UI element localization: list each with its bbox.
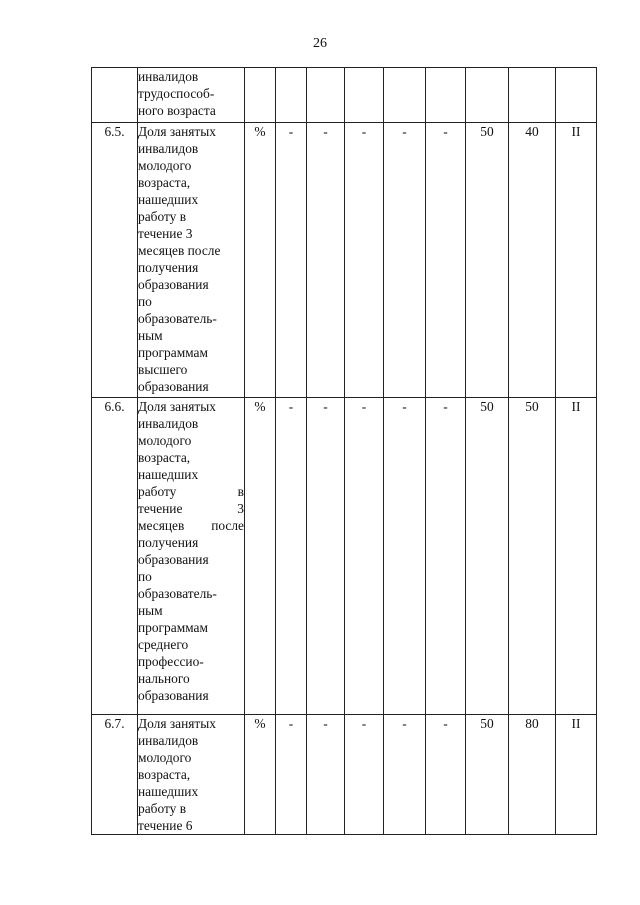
indicator-name-line: возраста, xyxy=(138,450,191,465)
indicator-name-line: трудоспособ- xyxy=(138,86,215,101)
indicator-name-line: месяцев после xyxy=(138,518,244,533)
page-number: 26 xyxy=(313,36,327,51)
value-cell: - xyxy=(426,398,466,715)
indicator-name-line: ным xyxy=(138,603,163,618)
value-cell: 50 xyxy=(509,398,556,715)
value-cell: - xyxy=(384,398,426,715)
value-cell: 80 xyxy=(509,715,556,835)
value-cell: 50 xyxy=(466,398,509,715)
value-cell xyxy=(466,68,509,123)
indicator-name-cell xyxy=(138,68,245,123)
indicator-name-line: нашедших xyxy=(138,467,199,482)
indicator-name-line: по xyxy=(138,294,152,309)
value-cell: - xyxy=(307,715,345,835)
indicator-name-line: Доля занятых xyxy=(138,716,216,731)
indicator-name-line: инвалидов xyxy=(138,141,199,156)
row-number-cell xyxy=(92,68,138,123)
indicator-name-cell xyxy=(138,123,245,398)
indicator-name-line: образования xyxy=(138,277,209,292)
value-cell: 50 xyxy=(466,715,509,835)
indicator-name-line: течение 3 xyxy=(138,226,193,241)
indicator-name-line: образователь- xyxy=(138,311,217,326)
stage-cell: II xyxy=(556,715,597,835)
indicator-name-line: программам xyxy=(138,620,208,635)
row-number-cell: 6.6. xyxy=(92,398,138,715)
indicator-name-line: нашедших xyxy=(138,192,199,207)
value-cell: - xyxy=(426,123,466,398)
stage-cell: II xyxy=(556,123,597,398)
stage-cell: II xyxy=(556,398,597,715)
value-cell xyxy=(384,68,426,123)
value-cell: - xyxy=(345,715,384,835)
unit-cell: % xyxy=(245,123,276,398)
indicator-name-line: по xyxy=(138,569,152,584)
indicator-name-line: течение 6 xyxy=(138,818,193,833)
value-cell xyxy=(276,68,307,123)
indicator-name-line: образования xyxy=(138,688,209,703)
indicator-name-line: работу в xyxy=(138,801,187,816)
indicator-name-line: инвалидов xyxy=(138,416,199,431)
indicator-name-line: получения xyxy=(138,535,199,550)
table-row xyxy=(92,398,597,715)
value-cell xyxy=(509,68,556,123)
value-cell xyxy=(307,68,345,123)
indicator-name-line: образования xyxy=(138,379,209,394)
indicator-name-line: возраста, xyxy=(138,767,191,782)
indicator-name-line: работу в xyxy=(138,484,244,499)
indicator-name-line: профессио- xyxy=(138,654,204,669)
indicator-name-line: среднего xyxy=(138,637,189,652)
value-cell: - xyxy=(307,398,345,715)
indicator-name-line: получения xyxy=(138,260,199,275)
value-cell: - xyxy=(276,398,307,715)
indicator-name-cell xyxy=(138,715,245,835)
value-cell: 50 xyxy=(466,123,509,398)
table-row xyxy=(92,123,597,398)
indicator-name-line: образователь- xyxy=(138,586,217,601)
indicator-name-line: возраста, xyxy=(138,175,191,190)
value-cell: - xyxy=(307,123,345,398)
indicator-name-line: течение 3 xyxy=(138,501,244,516)
indicator-name-line: месяцев после xyxy=(138,243,221,258)
unit-cell xyxy=(245,68,276,123)
indicator-table xyxy=(91,67,597,835)
indicator-name-line: образования xyxy=(138,552,209,567)
unit-cell: % xyxy=(245,715,276,835)
indicator-name-line: ного возраста xyxy=(138,103,216,118)
indicator-name-line: программам xyxy=(138,345,208,360)
indicator-name-line: нального xyxy=(138,671,190,686)
indicator-name-line: ным xyxy=(138,328,163,343)
value-cell: 40 xyxy=(509,123,556,398)
indicator-name-line: Доля занятых xyxy=(138,124,216,139)
value-cell: - xyxy=(384,123,426,398)
row-number-cell: 6.7. xyxy=(92,715,138,835)
indicator-name-cell xyxy=(138,398,245,715)
indicator-name-line: молодого xyxy=(138,433,192,448)
value-cell: - xyxy=(276,123,307,398)
stage-cell xyxy=(556,68,597,123)
indicator-name-line: нашедших xyxy=(138,784,199,799)
value-cell xyxy=(345,68,384,123)
unit-cell: % xyxy=(245,398,276,715)
table-row xyxy=(92,715,597,835)
value-cell: - xyxy=(345,123,384,398)
indicator-name-line: Доля занятых xyxy=(138,399,216,414)
indicator-name-line: молодого xyxy=(138,750,192,765)
value-cell: - xyxy=(345,398,384,715)
value-cell xyxy=(426,68,466,123)
indicator-name-line: работу в xyxy=(138,209,187,224)
value-cell: - xyxy=(276,715,307,835)
indicator-name-line: молодого xyxy=(138,158,192,173)
value-cell: - xyxy=(384,715,426,835)
table-row xyxy=(92,68,597,123)
indicator-name-line: инвалидов xyxy=(138,733,199,748)
indicator-name-line: инвалидов xyxy=(138,69,199,84)
row-number-cell: 6.5. xyxy=(92,123,138,398)
indicator-name-line: высшего xyxy=(138,362,188,377)
value-cell: - xyxy=(426,715,466,835)
